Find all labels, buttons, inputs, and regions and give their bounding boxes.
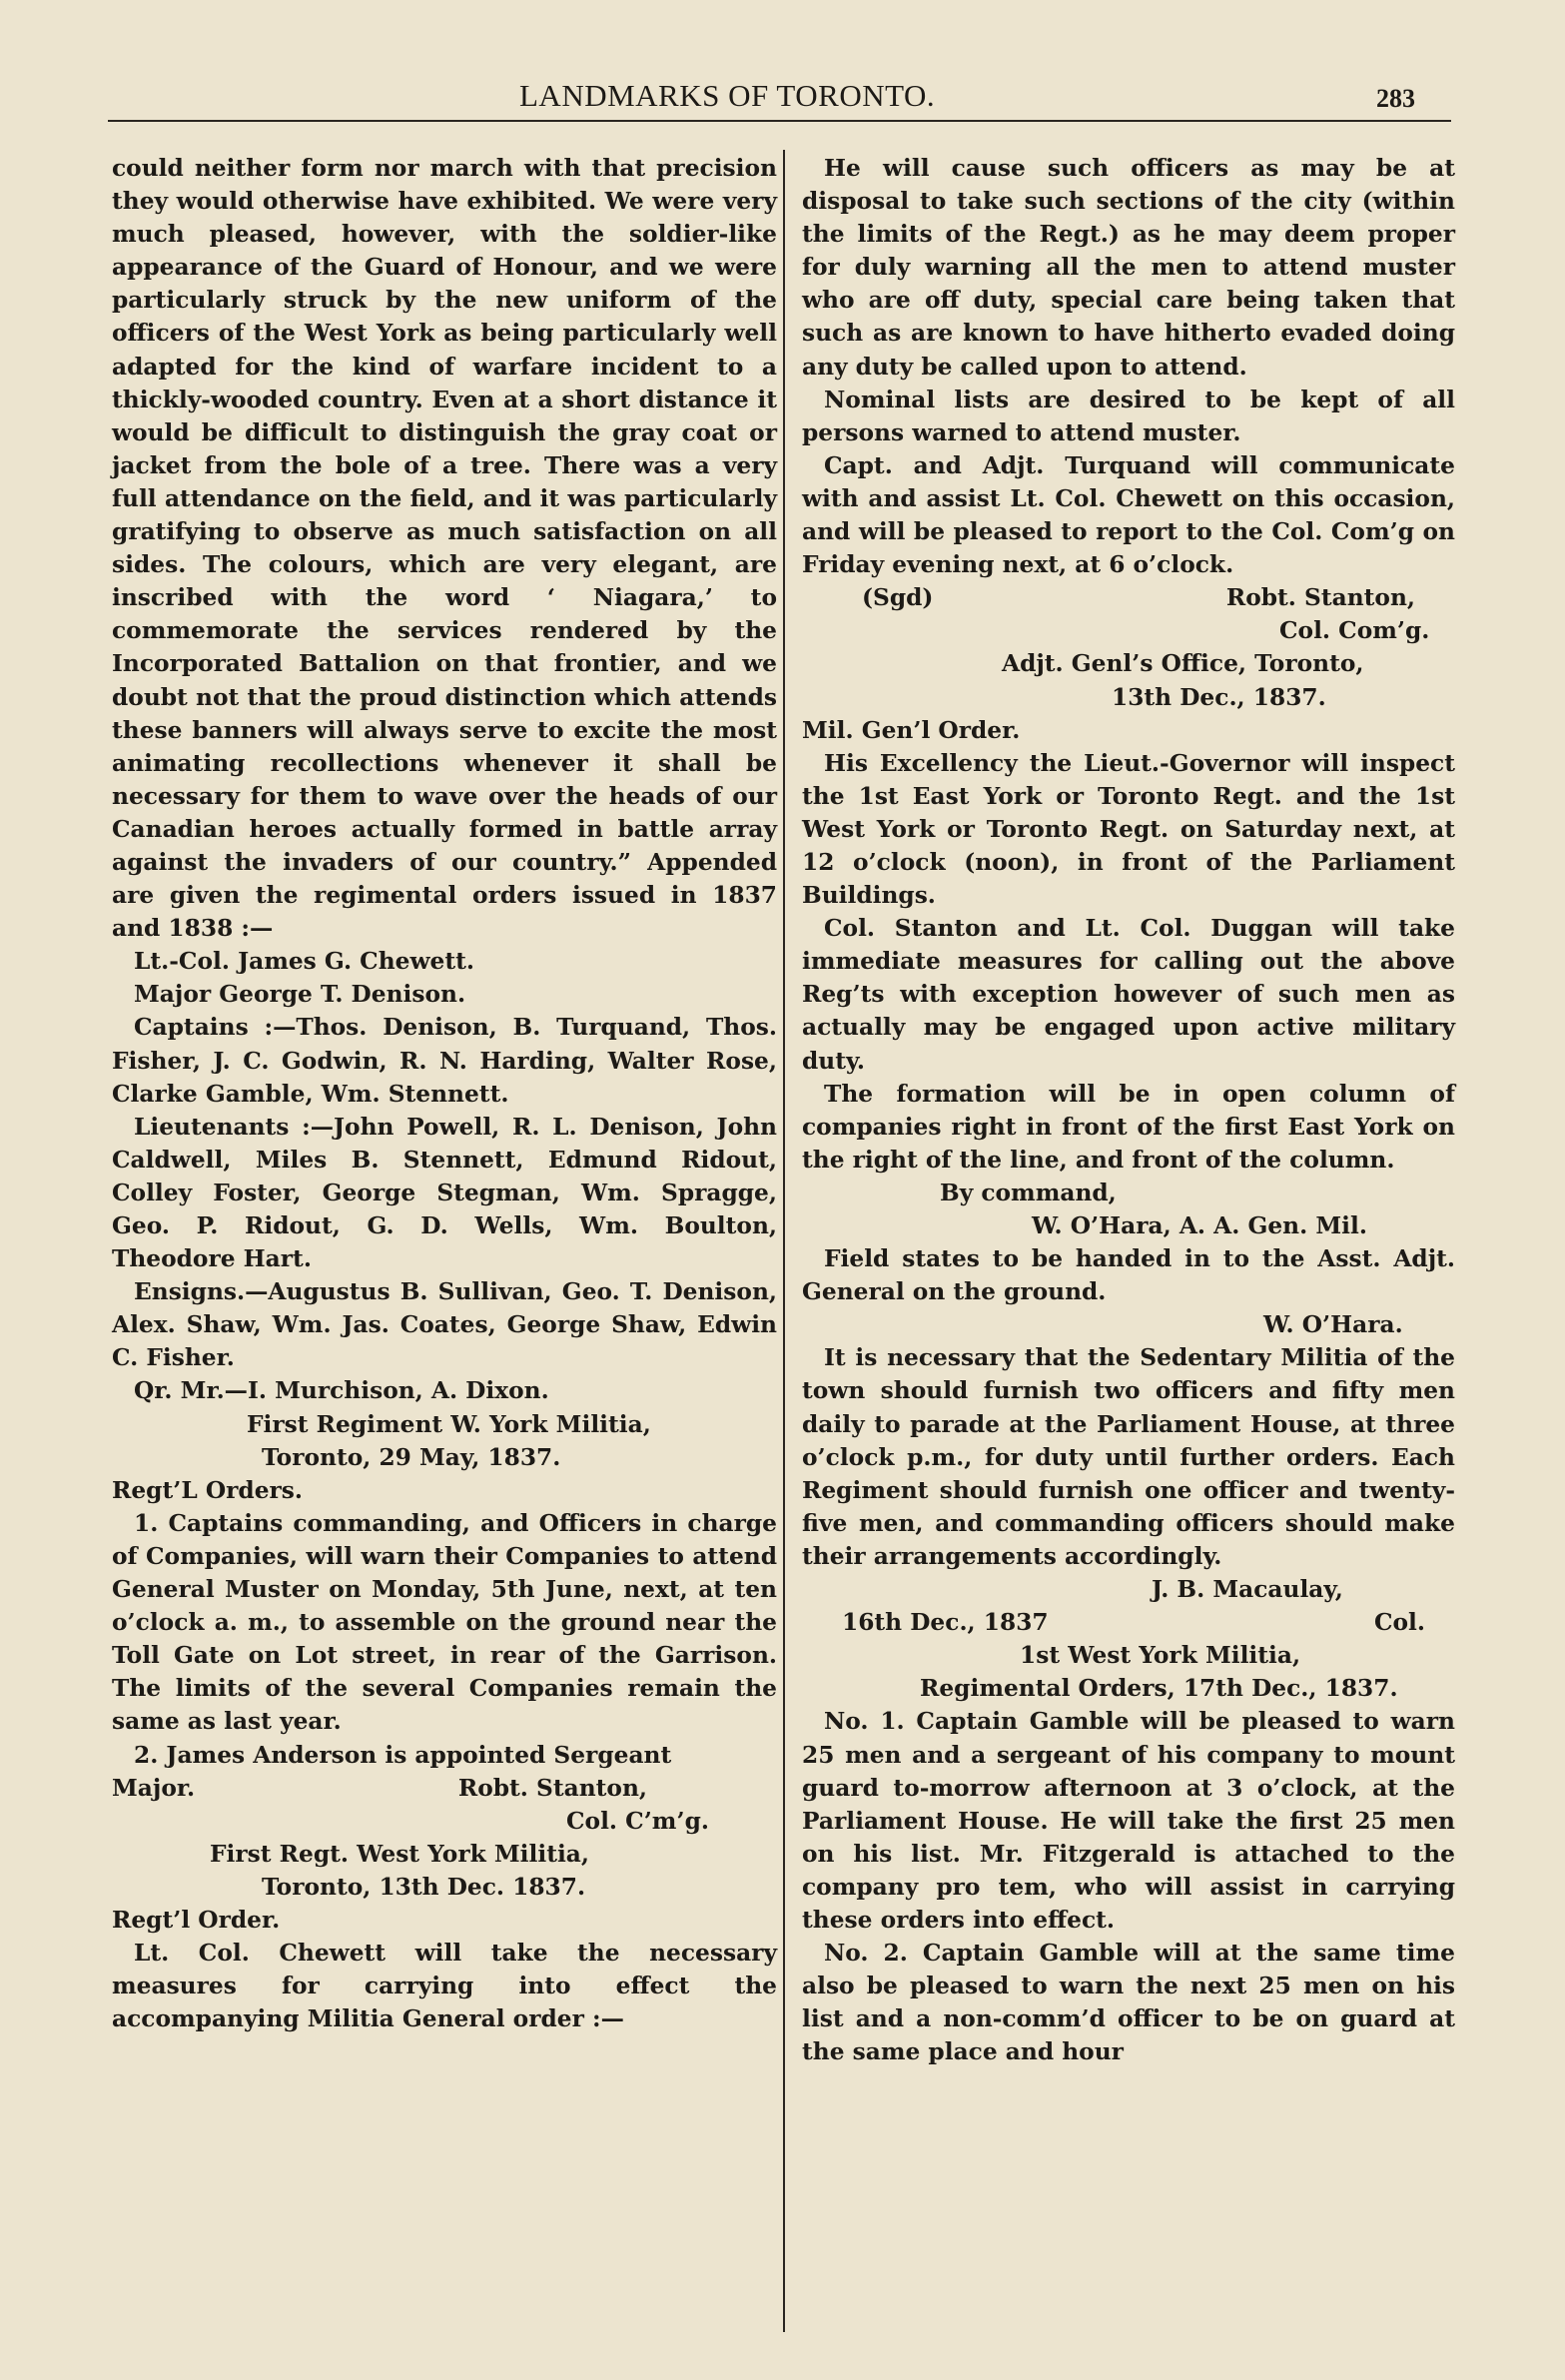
paragraph-nominal-lists: Nominal lists are desired to be kept of all persons warned to attend muster. xyxy=(802,386,1455,446)
running-title: LANDMARKS OF TORONTO. xyxy=(519,78,936,113)
signature-macaulay: J. B. Macaulay, xyxy=(1152,1576,1343,1604)
order-no-2: No. 2. Captain Gamble will at the same time also be pleased to warn the next 25 men on his list and a non-comm’d officer to be on guard at the same place and hour xyxy=(802,1940,1455,2066)
sgd-label: (Sgd) xyxy=(862,584,934,612)
signature-stanton-title: Col. Com’g. xyxy=(1279,617,1430,645)
dateline-office-date: 13th Dec., 1837. xyxy=(1112,683,1326,711)
paragraph-duggan: Col. Stanton and Lt. Col. Duggan will take immediate measures for calling out the above Reg’ts with exception however of such men as actually may be engaged upon active military duty. xyxy=(802,915,1455,1075)
order-1: 1. Captains commanding, and Officers in charge of Companies, will warn their Companies to attend General Muster on Monday, 5th June, next, at ten o’clock a. m., to assemble on the ground near the Toll Gate on Lot street, in rear of the Garrison. The limits of the several Companies remain the same as last year. xyxy=(112,1509,777,1736)
left-column xyxy=(112,152,777,2035)
header-rule xyxy=(108,120,1451,122)
paragraph-sedentary-militia: It is necessary that the Sedentary Militia of the town should furnish two officers and fifty men daily to parade at the Parliament House, at three o’clock p.m., for duty until further orders. Each Regiment should furnish one officer and twenty-five men, and commanding officers should make their arrangements accordingly. xyxy=(802,1344,1455,1570)
roster-captains: Captains :—Thos. Denison, B. Turquand, Thos. Fisher, J. C. Godwin, R. N. Harding, Walter Rose, Clarke Gamble, Wm. Stennett. xyxy=(112,1014,777,1108)
signature-stanton: Robt. Stanton, xyxy=(1225,584,1415,612)
heading-regtl-orders: Regt’L Orders. xyxy=(112,1476,304,1504)
order-2: 2. James Anderson is appointed Sergeant xyxy=(134,1741,672,1769)
page-header xyxy=(0,70,1565,130)
signature-ohara: W. O’Hara, A. A. Gen. Mil. xyxy=(1032,1212,1367,1239)
roster-lieutenants: Lieutenants :—John Powell, R. L. Denison, John Caldwell, Miles B. Stennett, Edmund Ridout, Colley Foster, George Stegman, Wm. Spragge, Geo. P. Ridout, G. D. Wells, Wm. Boulton, Theodore Hart. xyxy=(112,1113,777,1273)
order-chewett: Lt. Col. Chewett will take the necessary measures for carrying into effect the accompanying Militia General order :— xyxy=(112,1940,777,2033)
roster-lt-col: Lt.-Col. James G. Chewett. xyxy=(134,948,474,976)
paragraph-field-states: Field states to be handed in to the Asst. Adjt. General on the ground. xyxy=(802,1245,1455,1306)
dateline-office: Adjt. Genl’s Office, Toronto, xyxy=(1002,650,1364,678)
roster-ensigns: Ensigns.—Augustus B. Sullivan, Geo. T. Denison, Alex. Shaw, Wm. Jas. Coates, George Shaw, Edwin C. Fisher. xyxy=(112,1278,777,1372)
right-column xyxy=(802,152,1455,2068)
paragraph-turquand: Capt. and Adjt. Turquand will communicate with and assist Lt. Col. Chewett on this occasion, and will be pleased to report to the Col. Com’g on Friday evening next, at 6 o’clock. xyxy=(802,451,1455,579)
signature-ohara-short: W. O’Hara. xyxy=(1263,1311,1403,1339)
signature-row-macaulay xyxy=(802,1606,1455,1639)
dateline-regiment-2: First Regt. West York Militia, xyxy=(210,1840,590,1868)
order-no-1: No. 1. Captain Gamble will be pleased to warn 25 men and a sergeant of his company to mount guard to-morrow afternoon at 3 o’clock, at the Parliament House. He will take the first 25 men on his list. Mr. Fitzgerald is attached to the company pro tem, who will assist in carrying these orders into effect. xyxy=(802,1708,1455,1934)
paragraph-officers: He will cause such officers as may be at disposal to take such sections of the city (within the limits of the Regt.) as he may deem proper for duly warning all the men to attend muster who are off duty, special care being taken that such as are known to have hitherto evaded doing any duty be called upon to attend. xyxy=(802,155,1455,381)
dateline-date: Toronto, 29 May, 1837. xyxy=(262,1443,561,1471)
paragraph-formation: The formation will be in open column of companies right in front of the first East York on the right of the line, and front of the column. xyxy=(802,1080,1455,1174)
signature-macaulay-title: Col. xyxy=(1373,1609,1425,1637)
dateline-regiment: First Regiment W. York Militia, xyxy=(247,1410,651,1438)
roster-quartermasters: Qr. Mr.—I. Murchison, A. Dixon. xyxy=(134,1377,549,1405)
heading-regimental-orders: Regimental Orders, 17th Dec., 1837. xyxy=(920,1675,1398,1703)
dateline-date-2: Toronto, 13th Dec. 1837. xyxy=(262,1873,586,1901)
signature-name: Robt. Stanton, xyxy=(457,1774,647,1802)
dateline-16th-dec: 16th Dec., 1837 xyxy=(842,1609,1049,1637)
order-2-continuation: Major. xyxy=(112,1774,196,1802)
roster-major: Major George T. Denison. xyxy=(134,981,466,1009)
signature-row-sgd xyxy=(802,581,1455,614)
page-number: 283 xyxy=(1376,84,1415,113)
heading-regtl-order: Regt’l Order. xyxy=(112,1906,281,1934)
signature-row xyxy=(112,1772,777,1805)
paragraph-inspection: His Excellency the Lieut.-Governor will inspect the 1st East York or Toronto Regt. and the 1st West York or Toronto Regt. on Saturday next, at 12 o’clock (noon), in front of the Parliament Buildings. xyxy=(802,749,1455,910)
regiment-name: 1st West York Militia, xyxy=(1020,1642,1301,1670)
by-command: By command, xyxy=(940,1179,1117,1206)
signature-title: Col. C’m’g. xyxy=(566,1807,709,1835)
column-divider xyxy=(783,150,785,2332)
heading-mil-gen-order: Mil. Gen’l Order. xyxy=(802,716,1021,744)
paragraph-newspaper-quote: could neither form nor march with that precision they would otherwise have exhibited. We were very much pleased, however, with the soldier-like appearance of the Guard of Honour, and we were particularly struck by the new uniform of the officers of the West York as being particularly well adapted for the kind of warfare incident to a thickly-wooded country. Even at a short distance it would be difficult to distinguish the gray coat or jacket from the bole of a tree. There was a very full attendance on the field, and it was particularly gratifying to observe as much satisfaction on all sides. The colours, which are very elegant, are inscribed with the word ‘ Niagara,’ to commemorate the services rendered by the Incorporated Battalion on that frontier, and we doubt not that the proud distinction which attends these banners will always serve to excite the most animating recollections whenever it shall be necessary for them to wave over the heads of our Canadian heroes actually formed in battle array against the invaders of our country.” Appended are given the regimental orders issued in 1837 and 1838 :— xyxy=(112,155,777,943)
